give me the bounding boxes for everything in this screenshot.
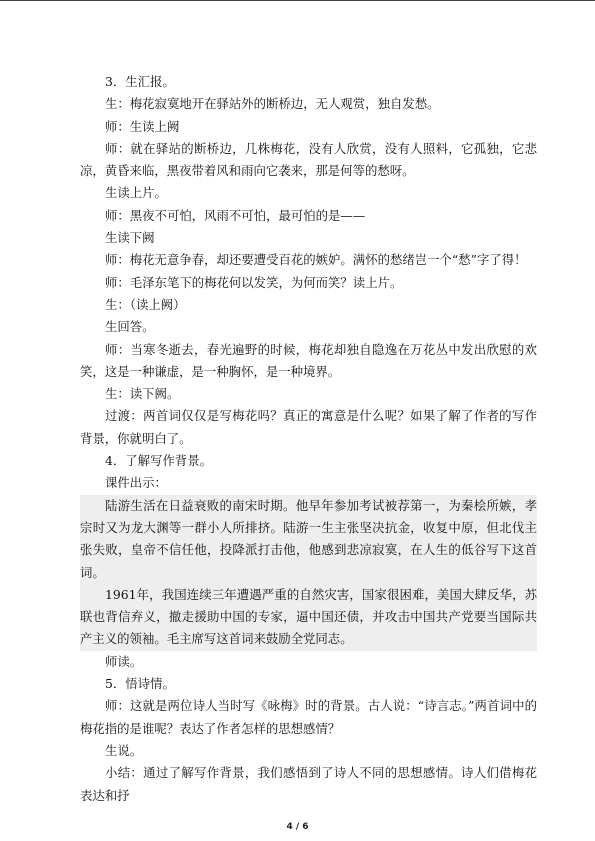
paragraph: 生说。 [105, 742, 143, 758]
paragraph: 3．生汇报。 [105, 74, 175, 89]
paragraph: 师：生读上阙 [105, 118, 180, 134]
paragraph: 师：就在驿站的断桥边，几株梅花，没有人欣赏，没有人照料，它孤独，它悲凉，黄昏来临，黑夜带着风和雨向它袭来，那是何等的愁呀。 [80, 140, 537, 179]
paragraph: 生：读下阙。 [105, 386, 180, 402]
courseware-paragraph: 陆游生活在日益衰败的南宋时期。他早年参加考试被荐第一，为秦桧所嫉，孝宗时又为龙大渊等一群小人所排挤。陆游一生主张坚决抗金，收复中原，但北伐主张失败，皇帝不信任他，投降派打击他，他感到悲凉寂寞，在人生的低谷写下这首词。 [80, 495, 537, 584]
section-heading: 5．悟诗情。 [105, 676, 175, 692]
header-rule [0, 0, 595, 1]
paragraph: 过渡：两首词仅仅是写梅花吗？真正的寓意是什么呢？如果了解了作者的写作背景，你就明白了。 [80, 408, 537, 446]
paragraph: 师：梅花无意争春，却还要遭受百花的嫉妒。满怀的愁绪岂一个“愁”字了得！ [105, 252, 527, 268]
paragraph: 师：当寒冬逝去，春光遍野的时候，梅花却独自隐逸在万花丛中发出欣慰的欢笑，这是一种谦虚，是一种胸怀，是一种境界。 [80, 341, 537, 379]
paragraph: 课件出示： [105, 475, 167, 491]
paragraph: 生：梅花寂寞地开在驿站外的断桥边，无人观赏，独自发愁。 [105, 96, 440, 112]
paragraph: 师：这就是两位诗人当时写《咏梅》时的背景。古人说：“诗言志。”两首词中的梅花指的是谁呢？表达了作者怎样的思想感情？ [80, 698, 537, 736]
paragraph: 师：黑夜不可怕，风雨不可怕，最可怕的是—— [105, 207, 366, 223]
section-heading: 4．了解写作背景。 [105, 453, 213, 469]
paragraph: 生读上片。 [105, 185, 167, 201]
paragraph: 小结：通过了解写作背景，我们感悟到了诗人不同的思想感情。诗人们借梅花表达和抒 [80, 765, 537, 803]
paragraph: 生读下阙 [105, 230, 155, 246]
paragraph: 生：（读上阙） [105, 296, 186, 312]
paragraph: 师读。 [105, 653, 143, 669]
paragraph: 师：毛泽东笔下的梅花何以发笑，为何而笑？读上片。 [105, 274, 403, 290]
paragraph: 生回答。 [105, 319, 155, 335]
document-body [80, 71, 537, 807]
page-number: 4 / 6 [286, 822, 309, 832]
courseware-paragraph: 1961年，我国连续三年遭遇严重的自然灾害，国家很困难，美国大肆反华，苏联也背信弃义，撤走援助中国的专家，逼中国还债，并攻击中国共产党要当国际共产主义的领袖。毛主席写这首词来鼓励全党同志。 [80, 584, 537, 651]
